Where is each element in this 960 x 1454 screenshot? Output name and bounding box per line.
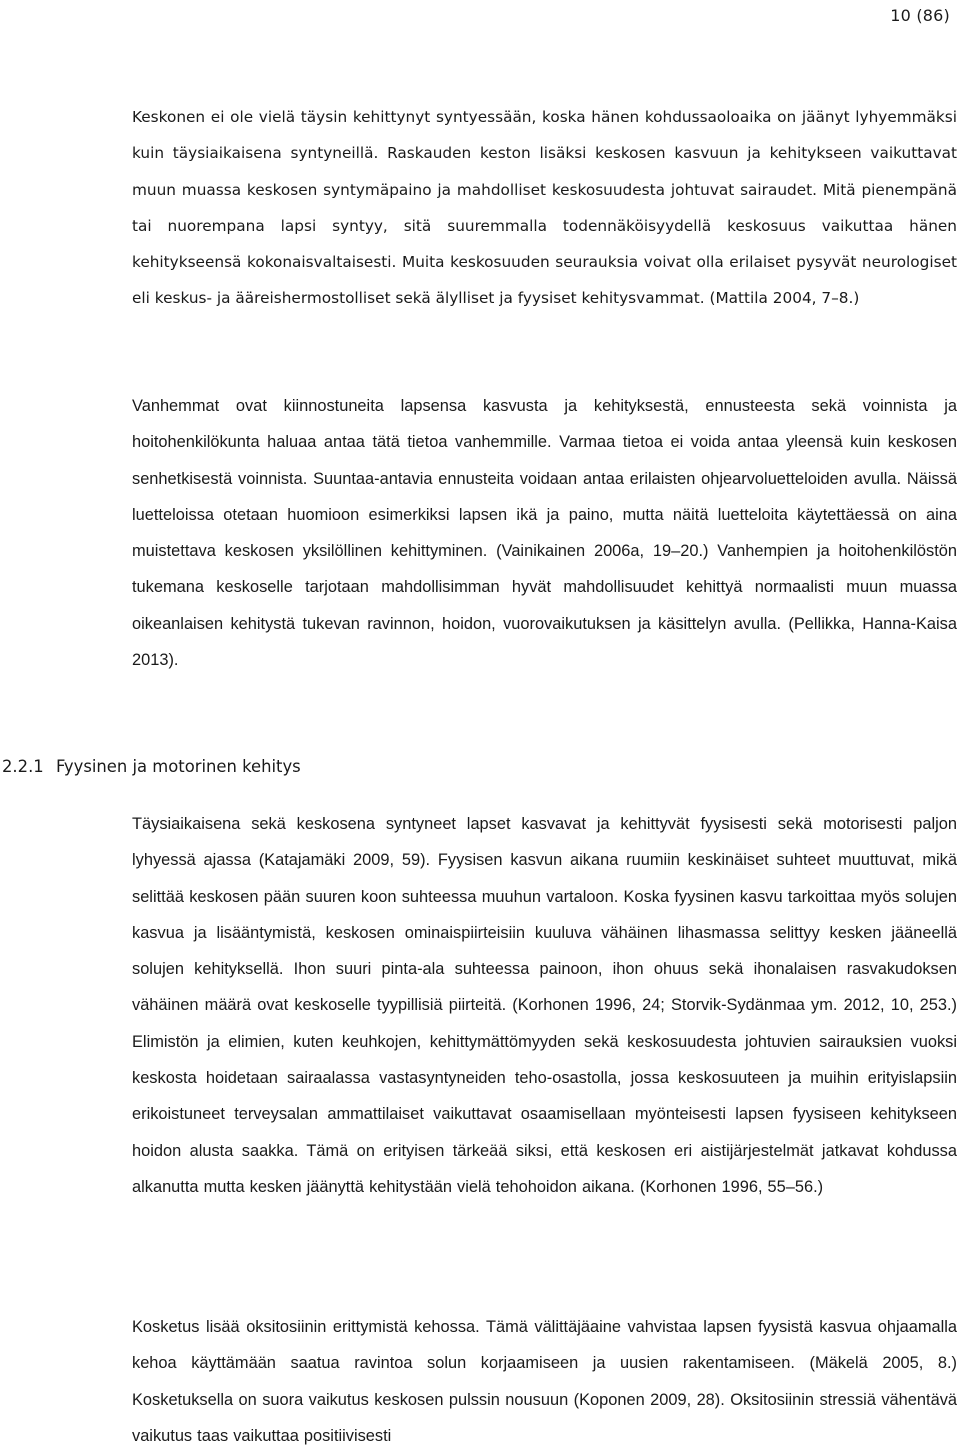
section-heading — [2, 752, 301, 782]
paragraph-parents-information: Vanhemmat ovat kiinnostuneita lapsensa kasvusta ja kehityksestä, ennusteesta sekä voinnista ja hoitohenkilökunta haluaa antaa tätä tietoa vanhemmille. Varmaa tietoa ei voida antaa yleensä kuin keskosen senhetkisestä voinnista. Suuntaa-antavia ennusteita voidaan antaa erilaisten ohjearvoluetteloiden avulla. Näissä luetteloissa otetaan huomioon esimerkiksi lapsen ikä ja paino, mutta näitä luetteloita käytettäessä on aina muistettava keskosen yksilöllinen kehittyminen. (Vainikainen 2006a, 19–20.) Vanhempien ja hoitohenkilöstön tukemana keskoselle tarjotaan mahdollisimman hyvät mahdollisuudet kehittyä normaalisti muun muassa oikeanlaisen kehitystä tukevan ravinnon, hoidon, vuorovaikutuksen ja käsittelyn avulla. (Pellikka, Hanna-Kaisa 2013). — [132, 397, 957, 670]
paragraph-preterm-development: Keskonen ei ole vielä täysin kehittynyt syntyessään, koska hänen kohdussaoloaika on jäänyt lyhyemmäksi kuin täysiaikaisena syntyneillä. Raskauden keston lisäksi keskosen kasvuun ja kehitykseen vaikuttavat muun muassa keskosen syntymäpaino ja mahdolliset keskosuudesta johtuvat sairaudet. Mitä pienempänä tai nuorempana lapsi syntyy, sitä suuremmalla todennäköisyydellä keskosuus vaikuttaa hänen kehitykseensä kokonaisvaltaisesti. Muita keskosuuden seurauksia voivat olla erilaiset pysyvät neurologiset eli keskus- ja ääreishermostolliset sekä älylliset ja fyysiset kehitysvammat. (Mattila 2004, 7–8.) — [132, 108, 957, 308]
paragraph-physical-growth: Täysiaikaisena sekä keskosena syntyneet lapset kasvavat ja kehittyvät fyysisesti sekä motorisesti paljon lyhyessä ajassa (Katajamäki 2009, 59). Fyysisen kasvun aikana ruumiin keskinäiset suhteet muuttuvat, mikä selittää keskosen pään suuren koon suhteessa muuhun vartaloon. Koska fyysinen kasvu tarkoittaa myös solujen kasvua ja lisääntymistä, keskosen ominaispiirteisiin kuuluva vähäinen lihasmassa selittyy kesken jääneellä solujen kehityksellä. Ihon suuri pinta-ala suhteessa painoon, ihon ohuus sekä ihonalaisen rasvakudoksen vähäinen määrä ovat keskoselle tyypillisiä piirteitä. (Korhonen 1996, 24; Storvik-Sydänmaa ym. 2012, 10, 253.) Elimistön ja elimien, kuten keuhkojen, kehittymättömyyden sekä keskosuudesta johtuvien sairauksien vuoksi keskosta hoidetaan sairaalassa vastasyntyneiden teho-osastolla, jossa keskosuuteen ja muihin erityislapsiin erikoistuneet terveysalan ammattilaiset vaikuttavat osaamisellaan myönteisesti lapsen fyysiseen kehitykseen hoidon alusta saakka. Tämä on erityisen tärkeää siksi, että keskosen eri aistijärjestelmät jatkavat kohdussa alkanutta mutta kesken jäänyttä kehitystään vielä tehohoidon aikana. (Korhonen 1996, 55–56.) — [132, 815, 957, 1196]
paragraph-touch-oxytocin: Kosketus lisää oksitosiinin erittymistä kehossa. Tämä välittäjäaine vahvistaa lapsen fyysistä kasvua ohjaamalla kehoa käyttämään saatua ravintoa solun korjaamiseen ja uusien rakentamiseen. (Mäkelä 2005, 8.) Kosketuksella on suora vaikutus keskosen pulssin nousuun (Koponen 2009, 28). Oksitosiinin stressiä vähentävä vaikutus taas vaikuttaa positiivisesti — [132, 1318, 957, 1445]
page-number: 10 (86) — [890, 6, 950, 25]
section-title: Fyysinen ja motorinen kehitys — [56, 757, 301, 776]
section-number: 2.2.1 — [2, 757, 44, 776]
